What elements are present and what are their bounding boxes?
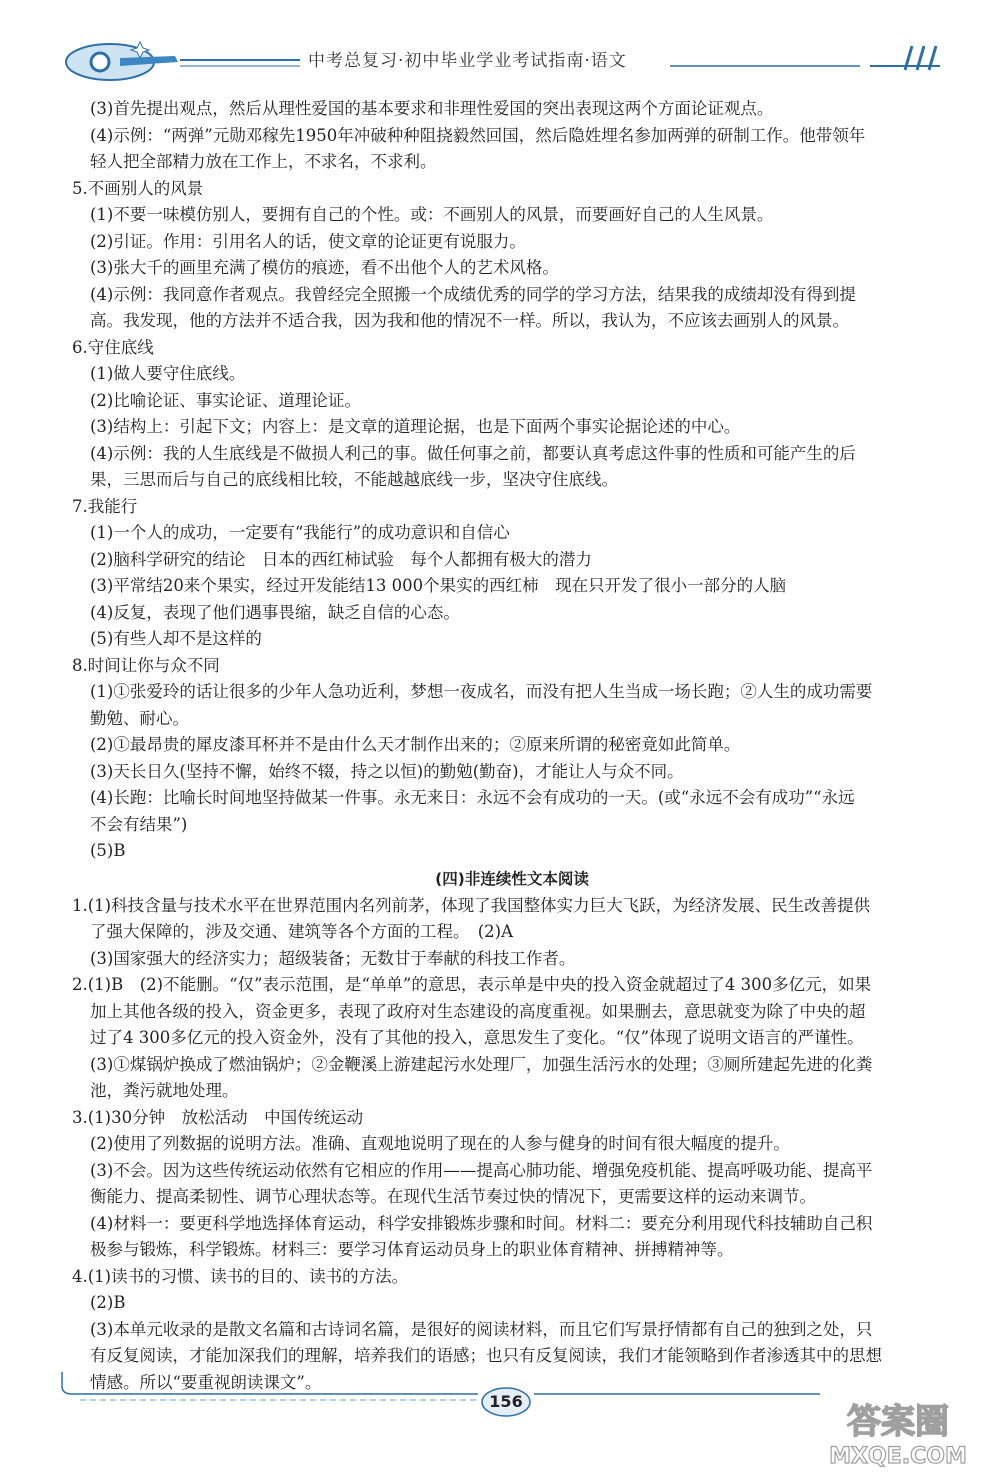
answer-line: (3)平常结20来个果实，经过开发能结13 000个果实的西红柿 现在只开发了很小一部分的人脑 [90,576,787,595]
answer-line: (1)做人要守住底线。 [90,364,246,383]
answer-line: (2)B [90,1293,126,1312]
header-ornament [0,0,1000,90]
answer-line: (1)一个人的成功，一定要有“我能行”的成功意识和自信心 [90,523,510,542]
answer-line: 8.时间让你与众不同 [72,655,220,675]
header-title: 中考总复习·初中毕业学业考试指南·语文 [308,51,627,71]
answer-line: 6.守住底线 [72,337,154,357]
answer-line: (3)张大千的画里充满了模仿的痕迹，看不出他个人的艺术风格。 [90,258,559,277]
answer-line: (3)①煤锅炉换成了燃油锅炉；②金鞭溪上游建起污水处理厂，加强生活污水的处理；③厕所建起先进的化粪 [90,1054,873,1074]
page-number: 156 [489,1392,523,1411]
answer-line: (5)有些人却不是这样的 [90,629,262,648]
answer-line: 了强大保障的，涉及交通、建筑等各个方面的工程。 (2)A [90,922,514,941]
answer-line: 勤勉、耐心。 [90,708,189,728]
answer-line: 不会有结果”) [90,814,188,834]
answer-line: (4)长跑：比喻长时间地坚持做某一件事。永无来日：永远不会有成功的一天。(或“永远不会有成功”“永远 [90,788,855,807]
answer-line: (4)示例：我的人生底线是不做损人利己的事。做任何事之前，都要认真考虑这件事的性质和可能产生的后 [90,443,856,463]
answer-content [72,96,952,1396]
answer-line: (2)①最昂贵的犀皮漆耳杯并不是由什么天才制作出来的；②原来所谓的秘密竟如此简单。 [90,735,741,754]
answer-line: (3)天长日久(坚持不懈，始终不辍，持之以恒)的勤勉(勤奋)，才能让人与众不同。 [90,761,684,781]
svg-text:MXQE.COM: MXQE.COM [829,1444,967,1469]
answer-line: 7.我能行 [72,496,138,516]
watermark-logo [800,1395,995,1469]
answer-line: 过了4 300多亿元的投入资金外，没有了其他的投入，意思发生了变化。“仅”体现了说明文语言的严谨性。 [90,1028,864,1047]
answer-line: (2)比喻论证、事实论证、道理论证。 [90,390,361,410]
answer-line: (1)①张爱玲的话让很多的少年人急功近利，梦想一夜成名，而没有把人生当成一场长跑；②人生的成功需要 [90,682,873,701]
answer-line: (2)使用了列数据的说明方法。准确、直观地说明了现在的人参与健身的时间有很大幅度的提升。 [90,1134,790,1153]
answer-line: 情感。所以“要重视朗读课文”。 [90,1372,322,1392]
answer-line: (3)结构上：引起下文；内容上：是文章的道理论据，也是下面两个事实论据论述的中心。 [90,417,741,436]
page-header [0,0,1000,90]
section-title: (四)非连续性文本阅读 [435,869,589,888]
answer-line: 池，粪污就地处理。 [90,1081,239,1100]
answer-line: 加上其他各级的投入，资金更多，表现了政府对生态建设的高度重视。如果删去，意思就变为除了中央的超 [90,1001,866,1021]
answer-line: 果，三思而后与自己的底线相比较，不能越越底线一步，坚决守住底线。 [90,470,618,489]
svg-text:答案圈: 答案圈 [847,1402,949,1442]
answer-line: 3.(1)30分钟 放松活动 中国传统运动 [72,1107,364,1127]
answer-line: (1)不要一味模仿别人，要拥有自己的个性。或：不画别人的风景，而要画好自己的人生风景。 [90,205,774,224]
answer-line: 有反复阅读，才能加深我们的理解，培养我们的语感；也只有反复阅读，我们才能领略到作者渗透其中的思想 [90,1346,882,1365]
answer-line: 高。我发现，他的方法并不适合我，因为我和他的情况不一样。所以，我认为，不应该去画别人的风景。 [90,311,849,330]
answer-line: 极参与锻炼，科学锻炼。材料三：要学习体育运动员身上的职业体育精神、拼搏精神等。 [90,1240,734,1259]
answer-line: (3)国家强大的经济实力；超级装备；无数甘于奉献的科技工作者。 [90,948,576,968]
answer-line: (4)材料一：要更科学地选择体育运动，科学安排锻炼步骤和时间。材料二：要充分利用现代科技辅助自己积 [90,1213,873,1233]
answer-line: (4)示例：“两弹”元勋邓稼先1950年冲破种种阻挠毅然回国，然后隐姓埋名参加两弹的研制工作。他带领年 [90,125,866,145]
answer-line: (5)B [90,841,126,860]
answer-line: 衡能力、提高柔韧性、调节心理状态等。在现代生活节奏过快的情况下，更需要这样的运动来调节。 [90,1187,816,1206]
answer-line: 轻人把全部精力放在工作上，不求名，不求利。 [90,152,437,171]
answer-line: (4)反复，表现了他们遇事畏缩，缺乏自信的心态。 [90,602,460,622]
answer-line: 4.(1)读书的习惯、读书的目的、读书的方法。 [72,1266,409,1286]
answer-line: 1.(1)科技含量与技术水平在世界范围内名列前茅，体现了我国整体实力巨大飞跃，为经济发展、民生改善提供 [72,895,871,915]
answer-line: (3)本单元收录的是散文名篇和古诗词名篇，是很好的阅读材料，而且它们写景抒情都有自己的独到之处，只 [90,1319,873,1339]
answer-line: (3)不会。因为这些传统运动依然有它相应的作用——提高心肺功能、增强免疫机能、提高呼吸功能、提高平 [90,1160,873,1180]
answer-line: (2)脑科学研究的结论 日本的西红柿试验 每个人都拥有极大的潜力 [90,549,592,569]
answer-line: (3)首先提出观点，然后从理性爱国的基本要求和非理性爱国的突出表现这两个方面论证观点。 [90,99,774,118]
answer-line: 2.(1)B (2)不能删。“仅”表示范围，是“单单”的意思，表示单是中央的投入资金就超过了4 300多亿元，如果 [72,975,872,994]
answer-line: (4)示例：我同意作者观点。我曾经完全照搬一个成绩优秀的同学的学习方法，结果我的成绩却没有得到提 [90,284,856,304]
answer-line: (2)引证。作用：引用名人的话，使文章的论证更有说服力。 [90,231,526,251]
answer-line: 5.不画别人的风景 [72,178,204,198]
